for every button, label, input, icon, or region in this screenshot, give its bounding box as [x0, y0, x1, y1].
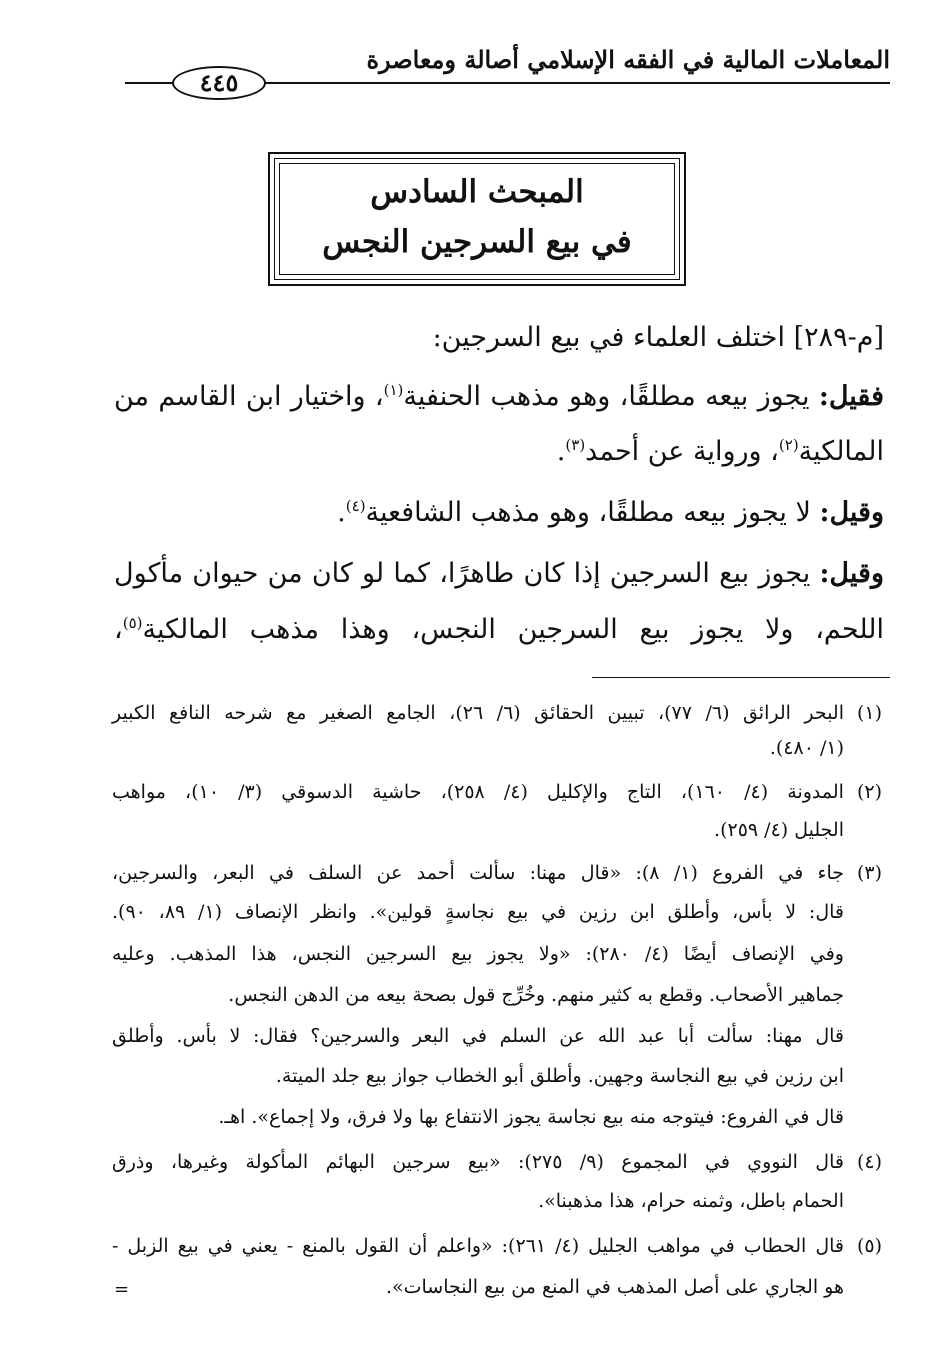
footnote-3-line-5: قال مهنا: سألت أبا عبد الله عن السلم في البعر والسرجين؟ فقال: لا بأس. وأطلق [112, 1025, 844, 1047]
footnote-3-line-3: وفي الإنصاف أيضًا (٤/ ٢٨٠): «ولا يجوز بيع السرجين النجس، هذا المذهب. وعليه [112, 943, 844, 965]
footnote-4-line-1: قال النووي في المجموع (٩/ ٢٧٥): «بيع سرجين البهائم المأكولة وغيرها، وذرق [112, 1151, 844, 1173]
opinion-3-text-b: اللحم، ولا يجوز بيع السرجين النجس، وهذا مذهب المالكية [142, 614, 884, 645]
footnote-ref-5: (٥) [122, 614, 143, 632]
section-title-frame [268, 152, 686, 286]
footnote-2-line-1: المدونة (٤/ ١٦٠)، التاج والإكليل (٤/ ٢٥٨)، حاشية الدسوقي (٣/ ١٠)، مواهب [112, 781, 844, 803]
footnote-1-number: (١) [856, 702, 882, 724]
opinion-1-text-a: يجوز بيعه مطلقًا، وهو مذهب الحنفية [403, 381, 810, 412]
opinion-3-lead: وقيل: [819, 558, 884, 589]
footnote-4-number: (٤) [856, 1151, 882, 1173]
intro-line: [م-٢٨٩] اختلف العلماء في بيع السرجين: [432, 322, 884, 353]
footnote-3-line-2: قال: لا بأس، وأطلق ابن رزين في بيع نجاسةٍ قولين». وانظر الإنصاف (١/ ٨٩، ٩٠). [112, 901, 844, 923]
opinion-1-text-d: ، ورواية عن أحمد [585, 436, 779, 467]
footnote-5-line-2: هو الجاري على أصل المذهب في المنع من بيع النجاسات». [385, 1276, 844, 1298]
footnote-2-line-2: الجليل (٤/ ٢٥٩). [714, 819, 844, 841]
footnote-3-line-4: جماهير الأصحاب. وقطع به كثير منهم. وخُرِّج قول بصحة بيعه من الدهن النجس. [228, 984, 844, 1006]
footnote-3-line-1: جاء في الفروع (١/ ٨): «قال مهنا: سألت أحمد عن السلف في البعر، والسرجين، [112, 862, 844, 884]
section-title-line-2: في بيع السرجين النجس [322, 224, 632, 260]
opinion-1-text-e: . [556, 436, 566, 467]
opinion-1-text-b: ، واختيار ابن القاسم من [114, 381, 384, 412]
opinion-1-lead: فقيل: [818, 381, 884, 412]
footnote-5-number: (٥) [856, 1235, 882, 1257]
footnote-3-line-6: ابن رزين في بيع النجاسة وجهين. وأطلق أبو الخطاب جواز بيع جلد الميتة. [275, 1065, 844, 1087]
footnote-4-line-2: الحمام باطل، وثمنه حرام، هذا مذهبنا». [538, 1190, 844, 1212]
opinion-2-text: لا يجوز بيعه مطلقًا، وهو مذهب الشافعية [365, 497, 811, 528]
opinion-3-text-c: ، [114, 614, 123, 645]
footnote-ref-1: (١) [383, 381, 404, 399]
footnote-5-line-1: قال الحطاب في مواهب الجليل (٤/ ٢٦١): «واعلم أن القول بالمنع - يعني في بيع الزبل - [112, 1235, 844, 1257]
footnote-ref-3: (٣) [565, 436, 586, 454]
footnote-1-line-2: (١/ ٤٨٠). [769, 737, 844, 759]
opinion-3-line-2 [114, 610, 884, 650]
footnote-1-line-1: البحر الرائق (٦/ ٧٧)، تبيين الحقائق (٦/ ٢٦)، الجامع الصغير مع شرحه النافع الكبير [112, 702, 844, 724]
opinion-1-text-c: المالكية [798, 436, 884, 467]
opinion-3-line-1 [114, 554, 884, 594]
footnote-ref-2: (٢) [778, 436, 799, 454]
opinion-2-end: . [337, 497, 346, 528]
opinion-2-lead: وقيل: [819, 497, 884, 528]
opinion-3-text-a: يجوز بيع السرجين إذا كان طاهرًا، كما لو كان من حيوان مأكول [114, 558, 811, 589]
section-title-line-1: المبحث السادس [370, 174, 584, 210]
opinion-1-line-2 [114, 432, 884, 472]
opinion-2-line [114, 493, 884, 533]
footnote-3-number: (٣) [856, 862, 882, 884]
footnote-separator [592, 677, 890, 678]
footnote-ref-4: (٤) [345, 497, 366, 515]
page-number: ٤٤٥ [172, 66, 266, 100]
footnote-3-line-7: قال في الفروع: فيتوجه منه بيع نجاسة يجوز الانتفاع بها ولا فرق، ولا إجماع». اهـ. [218, 1106, 844, 1128]
footnote-2-number: (٢) [856, 781, 882, 803]
opinion-1-line-1 [114, 377, 884, 417]
running-title: المعاملات المالية في الفقه الإسلامي أصالة ومعاصرة [366, 45, 890, 74]
continuation-marker: = [114, 1279, 130, 1300]
